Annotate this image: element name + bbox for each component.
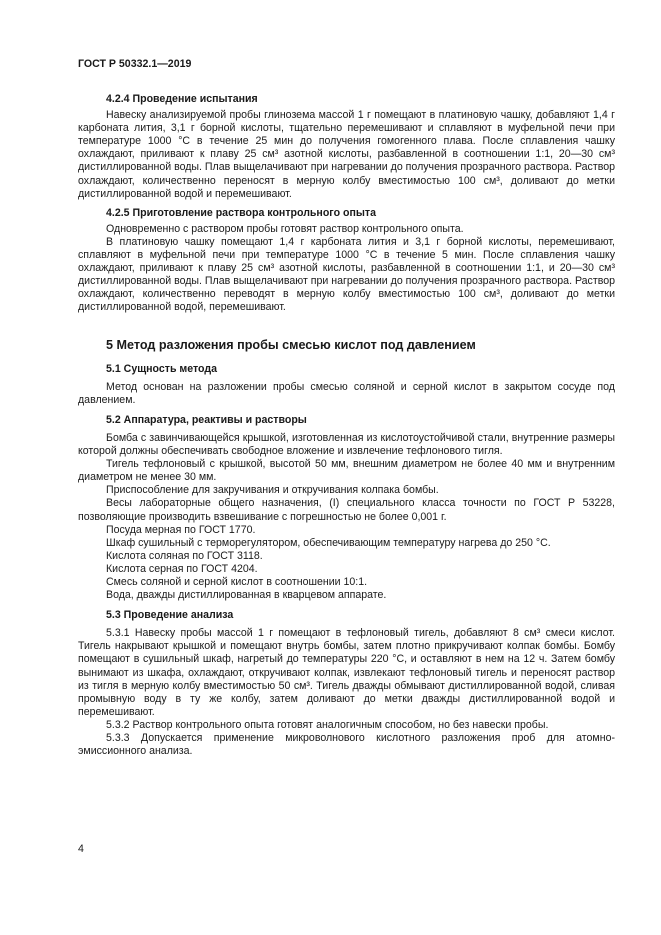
paragraph: Одновременно с раствором пробы готовят раствор контрольного опыта.: [106, 222, 464, 235]
paragraph: 5.3.1 Навеску пробы массой 1 г помещают в тефлоновый тигель, добавляют 8 см³ смеси кислот. Тигель накрывают крышкой и помещают внутрь бомбы, затем плотно прикручивают колпак бомбы. Бомбу помещают в сушильный шкаф, нагретый до температуры 220 °С, и оставляют в нем на 12 ч. Затем бомбу вынимают из шкафа, охлаждают, откручивают колпак, извлекают тефлоновый тигель и переносят раствор из тигля в мерную колбу вместимостью 50 см³. Тигель дважды обмывают дистиллированной водой, сливая промывную воду в ту же колбу, затем доливают до метки дважды дистиллированной водой и перемешивают.: [78, 627, 615, 718]
list-item: Тигель тефлоновый с крышкой, высотой 50 мм, внешним диаметром не более 40 мм и внутренним диаметром не менее 30 мм.: [78, 458, 615, 484]
section-heading-5-2: 5.2 Аппаратура, реактивы и растворы: [106, 413, 307, 426]
paragraph: 5.3.2 Раствор контрольного опыта готовят аналогичным способом, но без навески пробы.: [106, 718, 549, 731]
list-item: Вода, дважды дистиллированная в кварцевом аппарате.: [106, 589, 387, 602]
section-heading-5: 5 Метод разложения пробы смесью кислот под давлением: [106, 337, 476, 352]
list-item: Бомба с завинчивающейся крышкой, изготовленная из кислотоустойчивой стали, внутренние размеры которой должны обеспечивать свободное вложение и извлечение тефлонового тигля.: [78, 431, 615, 458]
paragraph: Метод основан на разложении пробы смесью соляной и серной кислот в закрытом сосуде под давлением.: [78, 380, 615, 406]
paragraph: 5.3.3 Допускается применение микроволнового кислотного разложения проб для атомно-эмиссионного анализа.: [78, 732, 615, 758]
list-item: Посуда мерная по ГОСТ 1770.: [106, 523, 256, 536]
page-content: [78, 93, 615, 758]
section-heading-4-2-5: 4.2.5 Приготовление раствора контрольного опыта: [106, 206, 376, 219]
page-number: 4: [78, 843, 84, 855]
paragraph: Навеску анализируемой пробы глинозема массой 1 г помещают в платиновую чашку, добавляют 1,4 г карбоната лития, 3,1 г борной кислоты, тщательно перемешивают и сплавляют в муфельной печи при температуре 1000 °С в течение 25 мин до получения гомогенного плава. После сплавления чашку охлаждают, приливают к плаву 25 см³ азотной кислоты, разбавленной в соотношении 1:1, 20—30 см³ дистиллированной воды. Плав выщелачивают при нагревании до получения прозрачного раствора. Раствор охлаждают, количественно переносят в мерную колбу вместимостью 100 см³, доливают до метки дистиллированной водой и перемешивают.: [78, 109, 615, 200]
list-item: Кислота серная по ГОСТ 4204.: [106, 562, 258, 575]
section-heading-5-1: 5.1 Сущность метода: [106, 362, 218, 375]
document-header: ГОСТ Р 50332.1—2019: [78, 58, 192, 70]
paragraph: В платиновую чашку помещают 1,4 г карбоната лития и 3,1 г борной кислоты, перемешивают, сплавляют в муфельной печи при температуре 1000 °С в течение 5 мин. После сплавления чашку охлаждают, приливают к плаву 25 см³ азотной кислоты, разбавленной в соотношении 1:1, и 20—30 см³ дистиллированной воды. Плав выщелачивают при нагревании до получения прозрачного раствора. Раствор охлаждают, количественно переводят в мерную колбу вместимостью 100 см³, доливают до метки дистиллированной водой, перемешивают.: [78, 235, 615, 314]
list-item: Шкаф сушильный с терморегулятором, обеспечивающим температуру нагрева до 250 °С.: [106, 536, 551, 549]
list-item: Смесь соляной и серной кислот в соотношении 10:1.: [106, 576, 368, 588]
section-heading-5-3: 5.3 Проведение анализа: [106, 609, 234, 622]
list-item: Приспособление для закручивания и откручивания колпака бомбы.: [106, 484, 439, 497]
list-item: Кислота соляная по ГОСТ 3118.: [106, 549, 263, 562]
list-item: Весы лабораторные общего назначения, (I) специального класса точности по ГОСТ Р 53228, позволяющие производить взвешивание с погрешностью не более 0,001 г.: [78, 497, 615, 523]
section-heading-4-2-4: 4.2.4 Проведение испытания: [106, 93, 258, 105]
